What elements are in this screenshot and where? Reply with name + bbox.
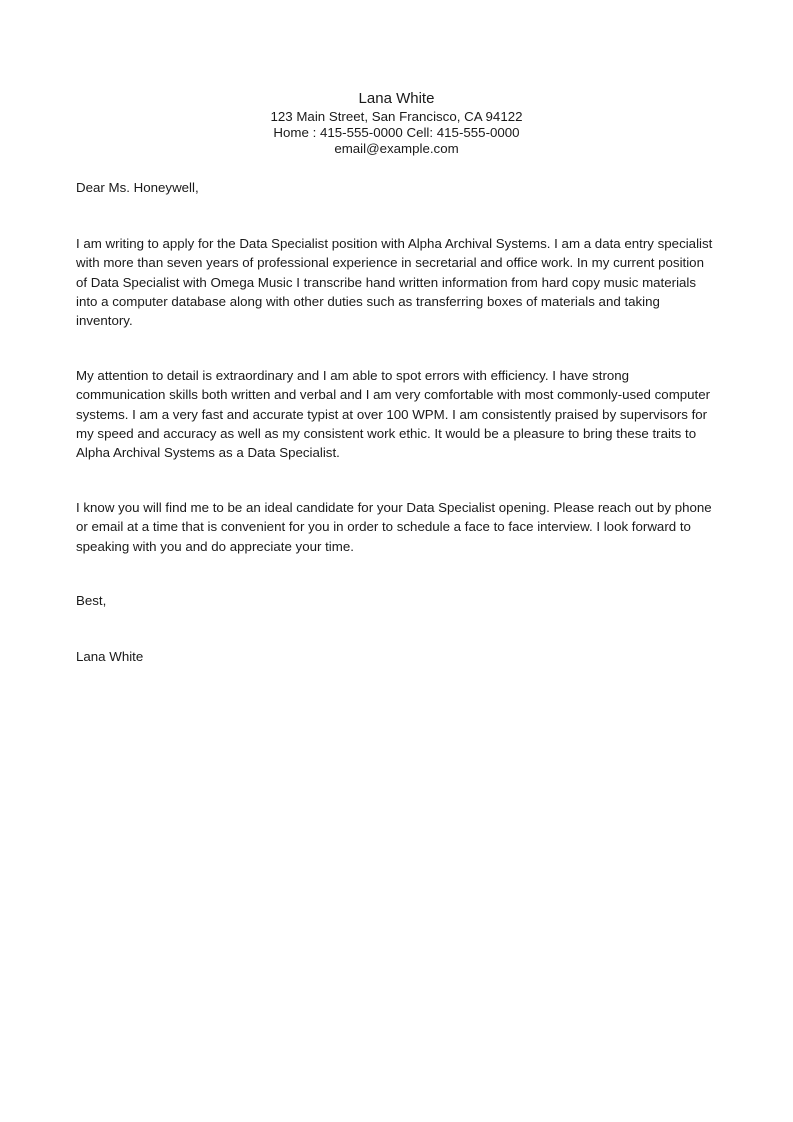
paragraph-closing-request: I know you will find me to be an ideal candidate for your Data Specialist opening. Please reach out by phone or email at a time that is convenient for you in order to schedule a face to face interview. I look forward to speaking with you and do appreciate your time.: [76, 500, 712, 554]
salutation: Dear Ms. Honeywell,: [76, 180, 199, 195]
letter-body: [76, 178, 716, 666]
sender-name: Lana White: [358, 90, 435, 107]
sender-address: 123 Main Street, San Francisco, CA 94122: [270, 109, 523, 124]
paragraph-application: I am writing to apply for the Data Specialist position with Alpha Archival Systems. I am a data entry specialist with more than seven years of professional experience in secretarial and office work. In my current position of Data Specialist with Omega Music I transcribe hand written information from hard copy music materials into a computer database along with other duties such as transferring boxes of materials and taking inventory.: [76, 236, 713, 329]
letter-header: [0, 89, 793, 157]
sender-email: email@example.com: [334, 141, 459, 156]
sender-phones: Home : 415-555-0000 Cell: 415-555-0000: [273, 125, 520, 140]
signature: Lana White: [76, 649, 144, 665]
paragraph-qualifications: My attention to detail is extraordinary and I am able to spot errors with efficiency. I have strong communication skills both written and verbal and I am very comfortable with most commonly-used computer systems. I am a very fast and accurate typist at over 100 WPM. I am consistently praised by supervisors for my speed and accuracy as well as my consistent work ethic. It would be a pleasure to bring these traits to Alpha Archival Systems as a Data Specialist.: [76, 368, 711, 461]
closing: Best,: [76, 592, 107, 608]
